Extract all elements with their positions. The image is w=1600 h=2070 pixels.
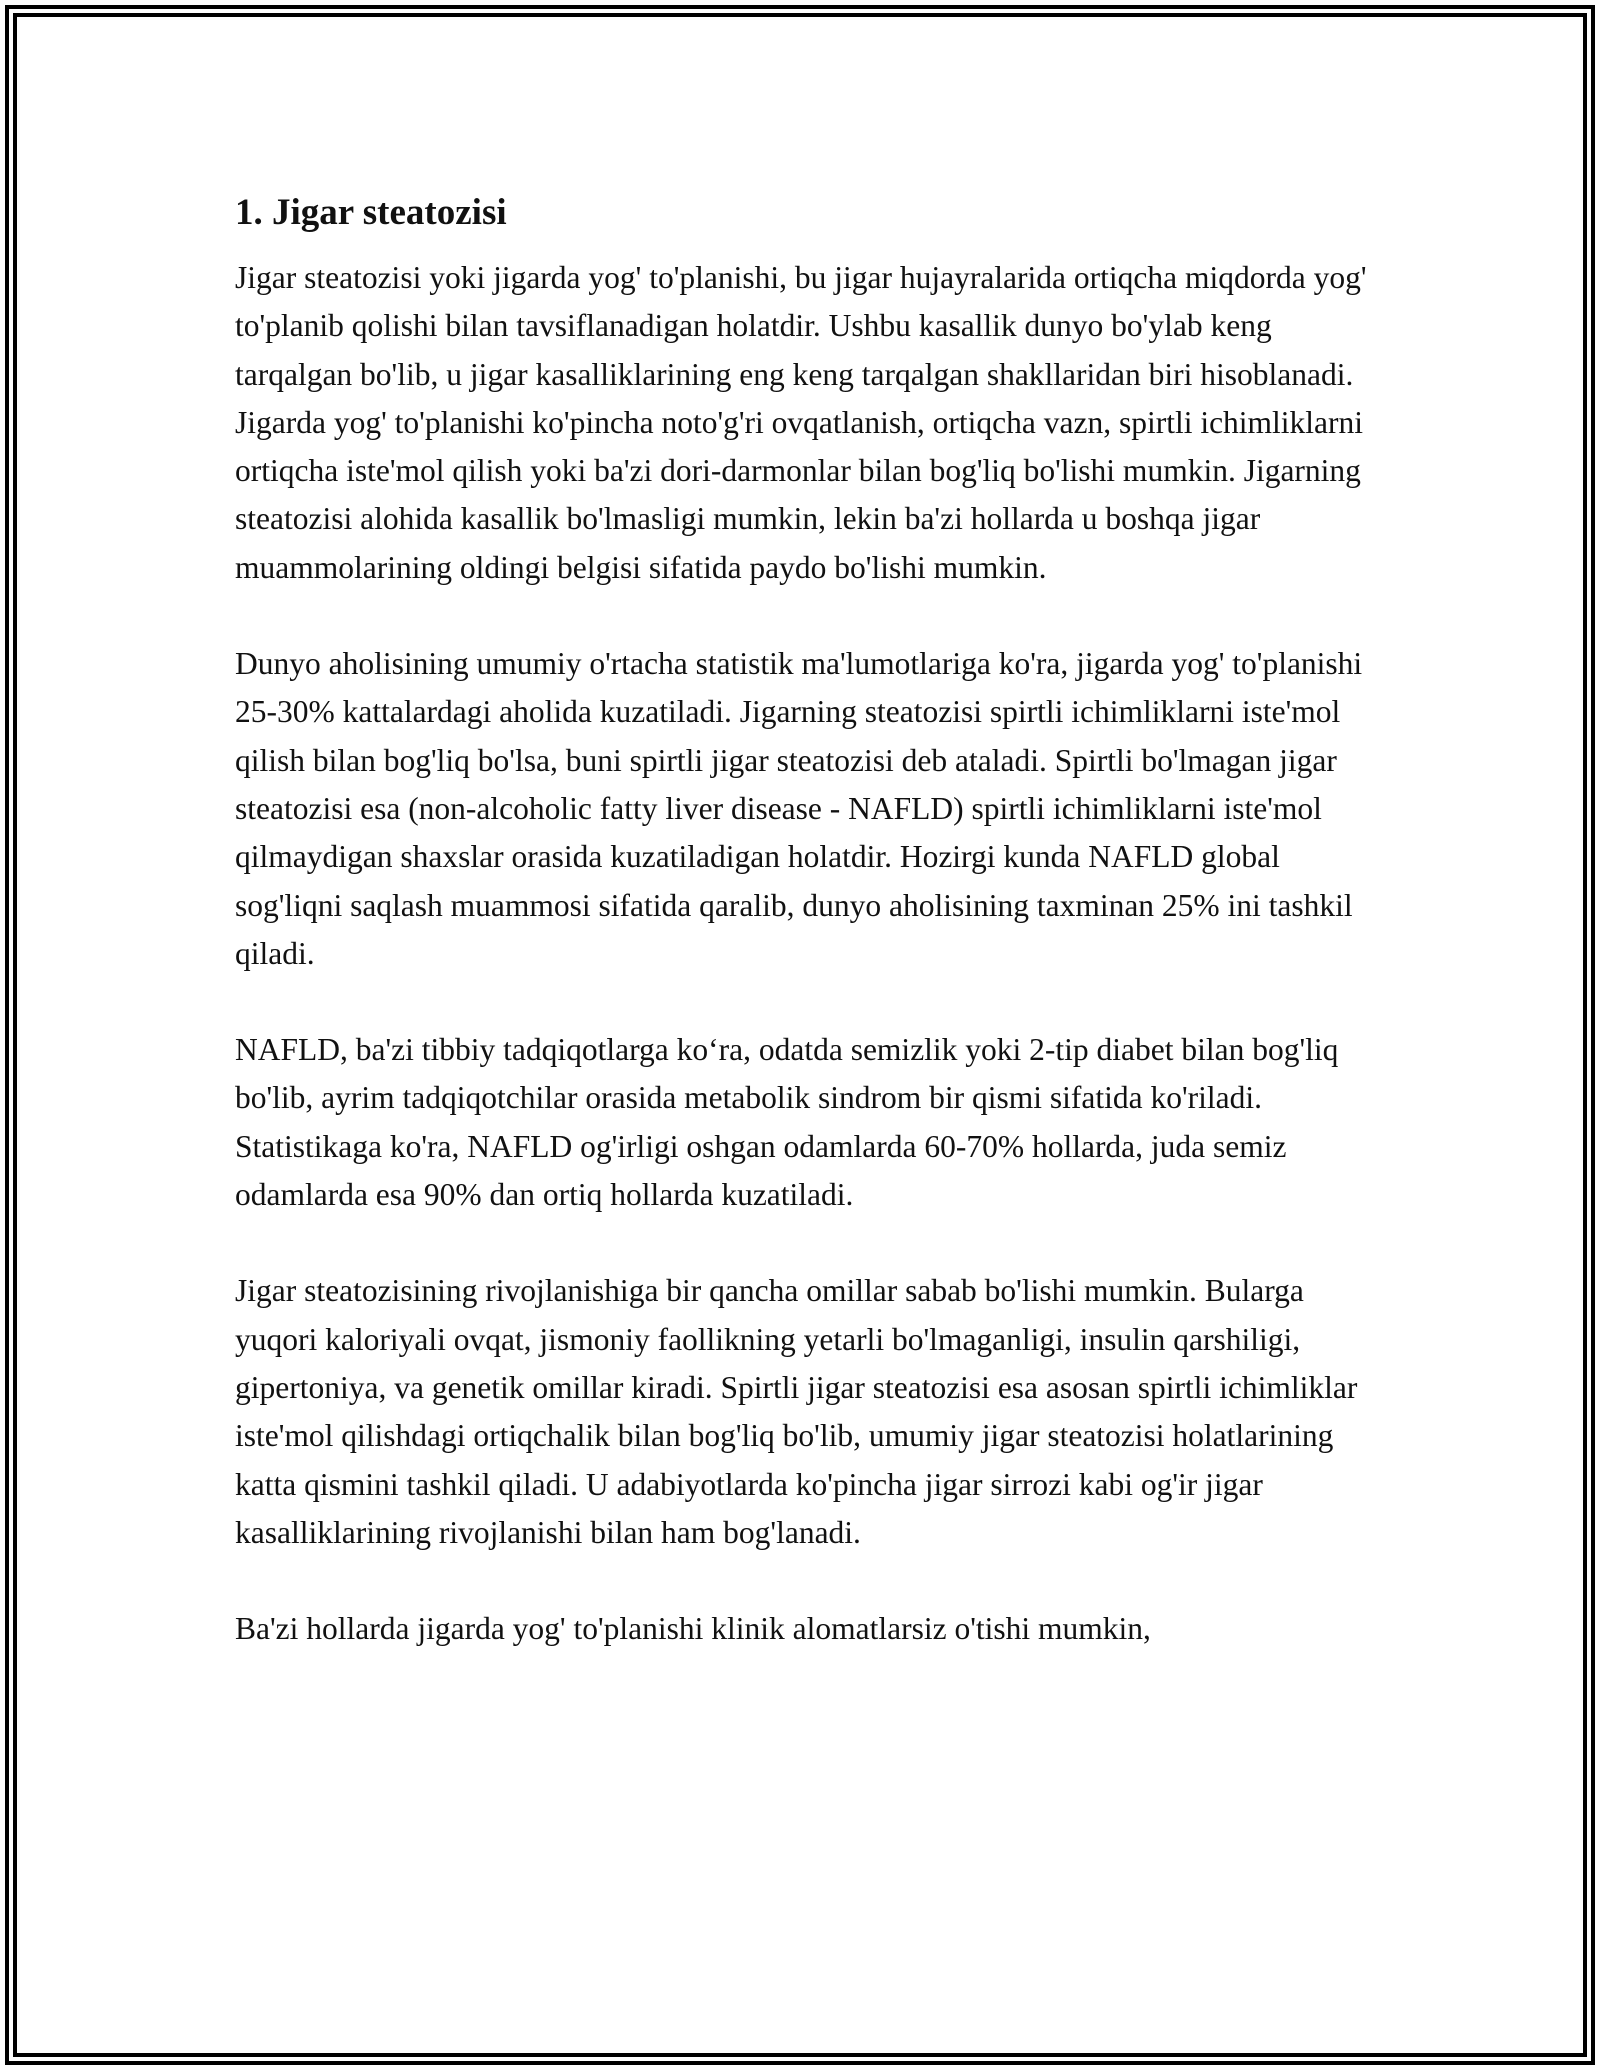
paragraph-2: Dunyo aholisining umumiy o'rtacha statistik ma'lumotlariga ko'ra, jigarda yog' to'planishi 25-30% kattalardagi aholida kuzatiladi. Jigarning steatozisi spirtli ichimliklarni iste'mol qilish bilan bog'liq bo'lsa, buni spirtli jigar steatozisi deb ataladi. Spirtli bo'lmagan jigar steatozisi esa (non-alcoholic fatty liver disease - NAFLD) spirtli ichimliklarni iste'mol qilmaydigan shaxslar orasida kuzatiladigan holatdir. Hozirgi kunda NAFLD global sog'liqni saqlash muammosi sifatida qaralib, dunyo aholisining taxminan 25% ini tashkil qiladi. (235, 646, 1363, 971)
document-body (235, 186, 1380, 1701)
paragraph-3: NAFLD, ba'zi tibbiy tadqiqotlarga ko‘ra, odatda semizlik yoki 2-tip diabet bilan bog'liq bo'lib, ayrim tadqiqotchilar orasida metabolik sindrom bir qismi sifatida ko'riladi. Statistikaga ko'ra, NAFLD og'irligi oshgan odamlarda 60-70% hollarda, juda semiz odamlarda esa 90% dan ortiq hollarda kuzatiladi. (235, 1032, 1339, 1213)
section-heading: 1. Jigar steatozisi (235, 192, 507, 233)
paragraph-4: Jigar steatozisining rivojlanishiga bir qancha omillar sabab bo'lishi mumkin. Bularga yuqori kaloriyali ovqat, jismoniy faollikning yetarli bo'lmaganligi, insulin qarshiligi, gipertoniya, va genetik omillar kiradi. Spirtli jigar steatozisi esa asosan spirtli ichimliklar iste'mol qilishdagi ortiqchalik bilan bog'liq bo'lib, umumiy jigar steatozisi holatlarining katta qismini tashkil qiladi. U adabiyotlarda ko'pincha jigar sirrozi kabi og'ir jigar kasalliklarining rivojlanishi bilan ham bog'lanadi. (235, 1273, 1358, 1550)
paragraph-5: Ba'zi hollarda jigarda yog' to'planishi klinik alomatlarsiz o'tishi mumkin, (235, 1611, 1151, 1647)
paragraph-1: Jigar steatozisi yoki jigarda yog' to'planishi, bu jigar hujayralarida ortiqcha miqdorda yog' to'planib qolishi bilan tavsiflanadigan holatdir. Ushbu kasallik dunyo bo'ylab keng tarqalgan bo'lib, u jigar kasalliklarining eng keng tarqalgan shakllaridan biri hisoblanadi. Jigarda yog' to'planishi ko'pincha noto'g'ri ovqatlanish, ortiqcha vazn, spirtli ichimliklarni ortiqcha iste'mol qilish yoki ba'zi dori-darmonlar bilan bog'liq bo'lishi mumkin. Jigarning steatozisi alohida kasallik bo'lmasligi mumkin, lekin ba'zi hollarda u boshqa jigar muammolarining oldingi belgisi sifatida paydo bo'lishi mumkin. (235, 260, 1367, 585)
